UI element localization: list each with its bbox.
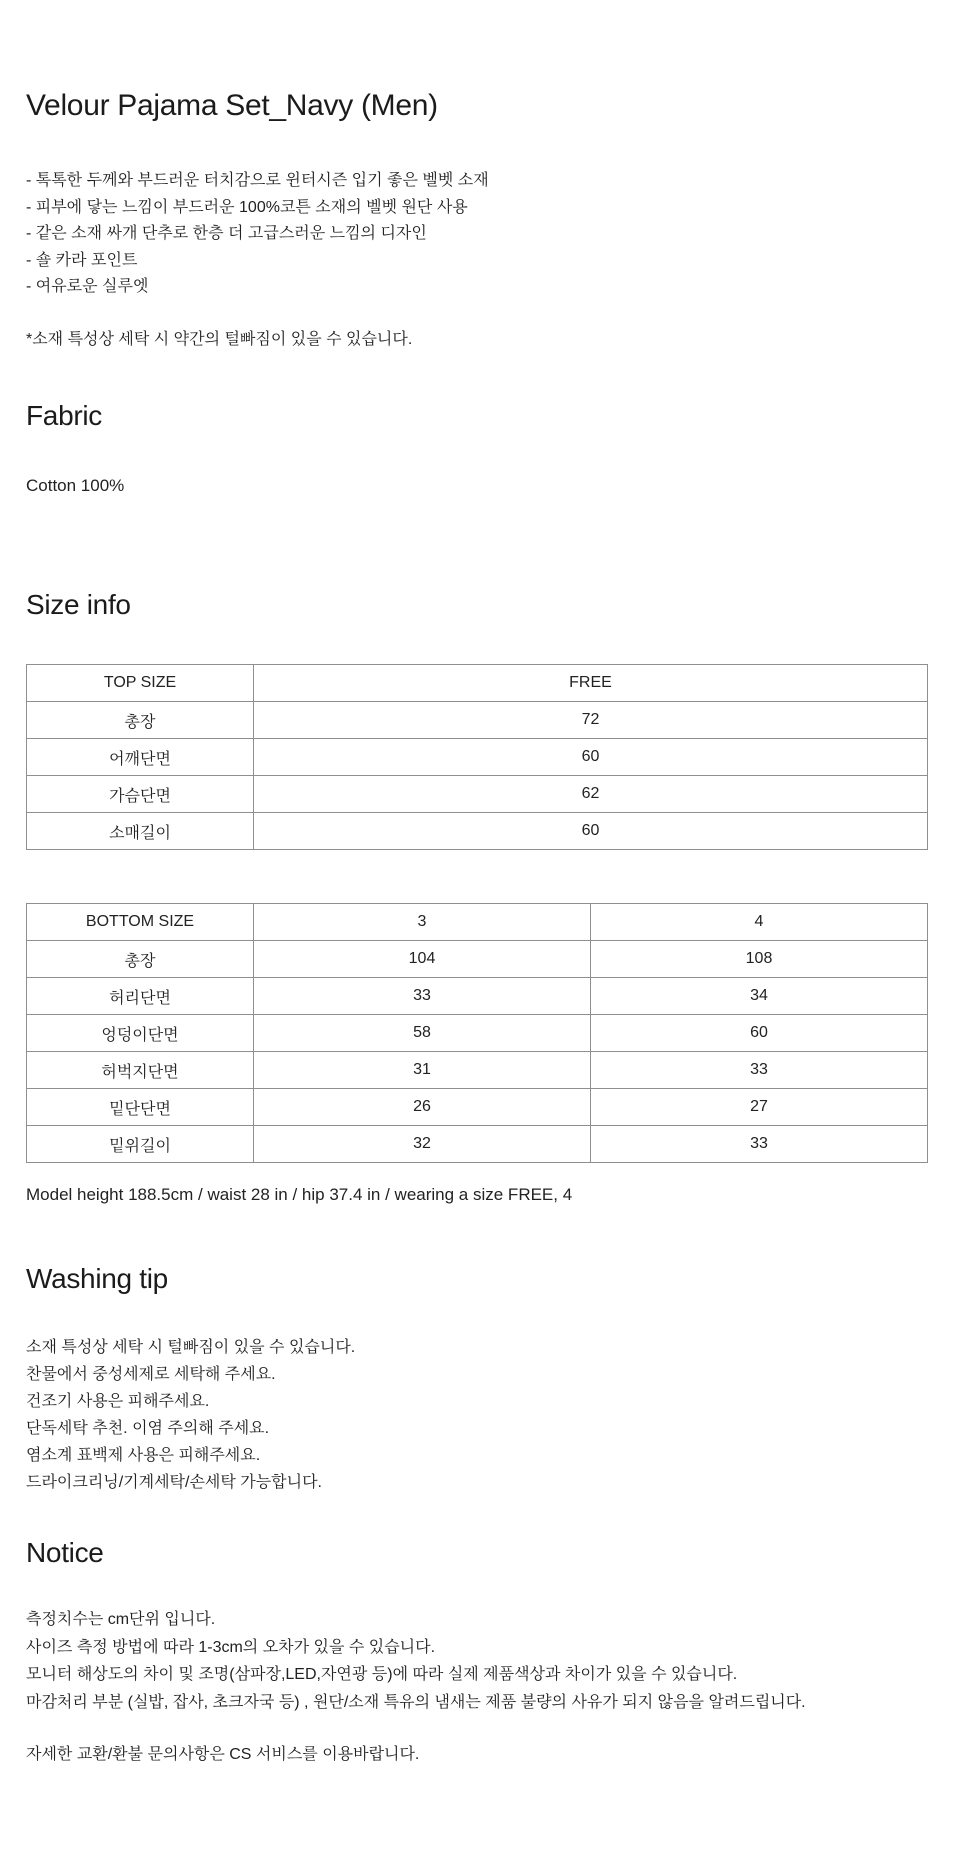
notice-lines bbox=[26, 1606, 930, 1716]
top-size-table bbox=[26, 664, 928, 850]
table-row bbox=[27, 904, 928, 941]
notice-line: 모니터 해상도의 차이 및 조명(삼파장,LED,자연광 등)에 따라 실제 제품색상과 차이가 있을 수 있습니다. bbox=[26, 1666, 738, 1683]
notice-section-heading: Notice bbox=[26, 1537, 104, 1568]
product-description-list bbox=[26, 168, 930, 301]
table-value-cell: 62 bbox=[254, 776, 928, 813]
table-label-cell: 가슴단면 bbox=[27, 776, 254, 813]
table-row bbox=[27, 739, 928, 776]
model-info-text: Model height 188.5cm / waist 28 in / hip 37.4 in / wearing a size FREE, 4 bbox=[26, 1185, 573, 1204]
table-value-cell: 27 bbox=[591, 1089, 928, 1126]
table-label-cell: 소매길이 bbox=[27, 813, 254, 850]
table-value-cell: 72 bbox=[254, 702, 928, 739]
table-row bbox=[27, 813, 928, 850]
washing-tip-section-heading: Washing tip bbox=[26, 1263, 168, 1294]
description-item: - 숄 카라 포인트 bbox=[26, 251, 138, 269]
table-value-cell: 32 bbox=[254, 1126, 591, 1163]
table-value-cell: 60 bbox=[254, 813, 928, 850]
table-row bbox=[27, 776, 928, 813]
table-value-cell: 33 bbox=[591, 1052, 928, 1089]
table-value-cell: 104 bbox=[254, 941, 591, 978]
notice-line: 사이즈 측정 방법에 따라 1-3cm의 오차가 있을 수 있습니다. bbox=[26, 1638, 436, 1656]
table-value-cell: 60 bbox=[591, 1015, 928, 1052]
table-row bbox=[27, 978, 928, 1015]
table-label-cell: 총장 bbox=[27, 702, 254, 739]
washing-tip-line: 드라이크리닝/기계세탁/손세탁 가능합니다. bbox=[26, 1474, 322, 1491]
table-label-cell: 밑단단면 bbox=[27, 1089, 254, 1126]
table-row bbox=[27, 1052, 928, 1089]
bottom-size-table bbox=[26, 903, 928, 1163]
description-item: - 톡톡한 두께와 부드러운 터치감으로 윈터시즌 입기 좋은 벨벳 소재 bbox=[26, 172, 489, 189]
table-label-cell: 허리단면 bbox=[27, 978, 254, 1015]
table-value-cell: 33 bbox=[591, 1126, 928, 1163]
table-header-cell: FREE bbox=[254, 665, 928, 702]
table-row bbox=[27, 1089, 928, 1126]
table-row bbox=[27, 1015, 928, 1052]
fabric-composition-value: Cotton 100% bbox=[26, 476, 125, 495]
table-label-cell: 엉덩이단면 bbox=[27, 1015, 254, 1052]
table-value-cell: 34 bbox=[591, 978, 928, 1015]
product-title: Velour Pajama Set_Navy (Men) bbox=[26, 89, 438, 122]
table-label-cell: 총장 bbox=[27, 941, 254, 978]
washing-tip-line: 건조기 사용은 피해주세요. bbox=[26, 1393, 210, 1410]
table-row bbox=[27, 702, 928, 739]
washing-tip-line: 소재 특성상 세탁 시 털빠짐이 있을 수 있습니다. bbox=[26, 1339, 356, 1356]
table-header-cell: TOP SIZE bbox=[27, 665, 254, 702]
table-label-cell: 밑위길이 bbox=[27, 1126, 254, 1163]
table-label-cell: 어깨단면 bbox=[27, 739, 254, 776]
material-caution-note: *소재 특성상 세탁 시 약간의 털빠짐이 있을 수 있습니다. bbox=[26, 330, 413, 348]
washing-tip-line: 단독세탁 추천. 이염 주의해 주세요. bbox=[26, 1420, 270, 1437]
washing-tip-line: 염소계 표백제 사용은 피해주세요. bbox=[26, 1447, 261, 1464]
table-value-cell: 31 bbox=[254, 1052, 591, 1089]
table-value-cell: 26 bbox=[254, 1089, 591, 1126]
table-header-cell: BOTTOM SIZE bbox=[27, 904, 254, 941]
description-item: - 같은 소재 싸개 단추로 한층 더 고급스러운 느낌의 디자인 bbox=[26, 225, 427, 242]
table-header-cell: 4 bbox=[591, 904, 928, 941]
washing-tip-line: 찬물에서 중성세제로 세탁해 주세요. bbox=[26, 1366, 276, 1383]
table-value-cell: 33 bbox=[254, 978, 591, 1015]
table-row bbox=[27, 1126, 928, 1163]
fabric-section-heading: Fabric bbox=[26, 400, 102, 431]
table-value-cell: 108 bbox=[591, 941, 928, 978]
description-item: - 피부에 닿는 느낌이 부드러운 100%코튼 소재의 벨벳 원단 사용 bbox=[26, 198, 468, 216]
cs-info-line: 자세한 교환/환불 문의사항은 CS 서비스를 이용바랍니다. bbox=[26, 1746, 420, 1763]
table-label-cell: 허벅지단면 bbox=[27, 1052, 254, 1089]
table-value-cell: 60 bbox=[254, 739, 928, 776]
description-item: - 여유로운 실루엣 bbox=[26, 278, 149, 295]
notice-line: 마감처리 부분 (실밥, 잡사, 초크자국 등) , 원단/소재 특유의 냄새는 제품 불량의 사유가 되지 않음을 알려드립니다. bbox=[26, 1693, 806, 1711]
notice-line: 측정치수는 cm단위 입니다. bbox=[26, 1611, 216, 1628]
table-value-cell: 58 bbox=[254, 1015, 591, 1052]
size-info-section-heading: Size info bbox=[26, 589, 131, 620]
table-row bbox=[27, 941, 928, 978]
table-row bbox=[27, 665, 928, 702]
table-header-cell: 3 bbox=[254, 904, 591, 941]
washing-tip-lines bbox=[26, 1334, 930, 1496]
